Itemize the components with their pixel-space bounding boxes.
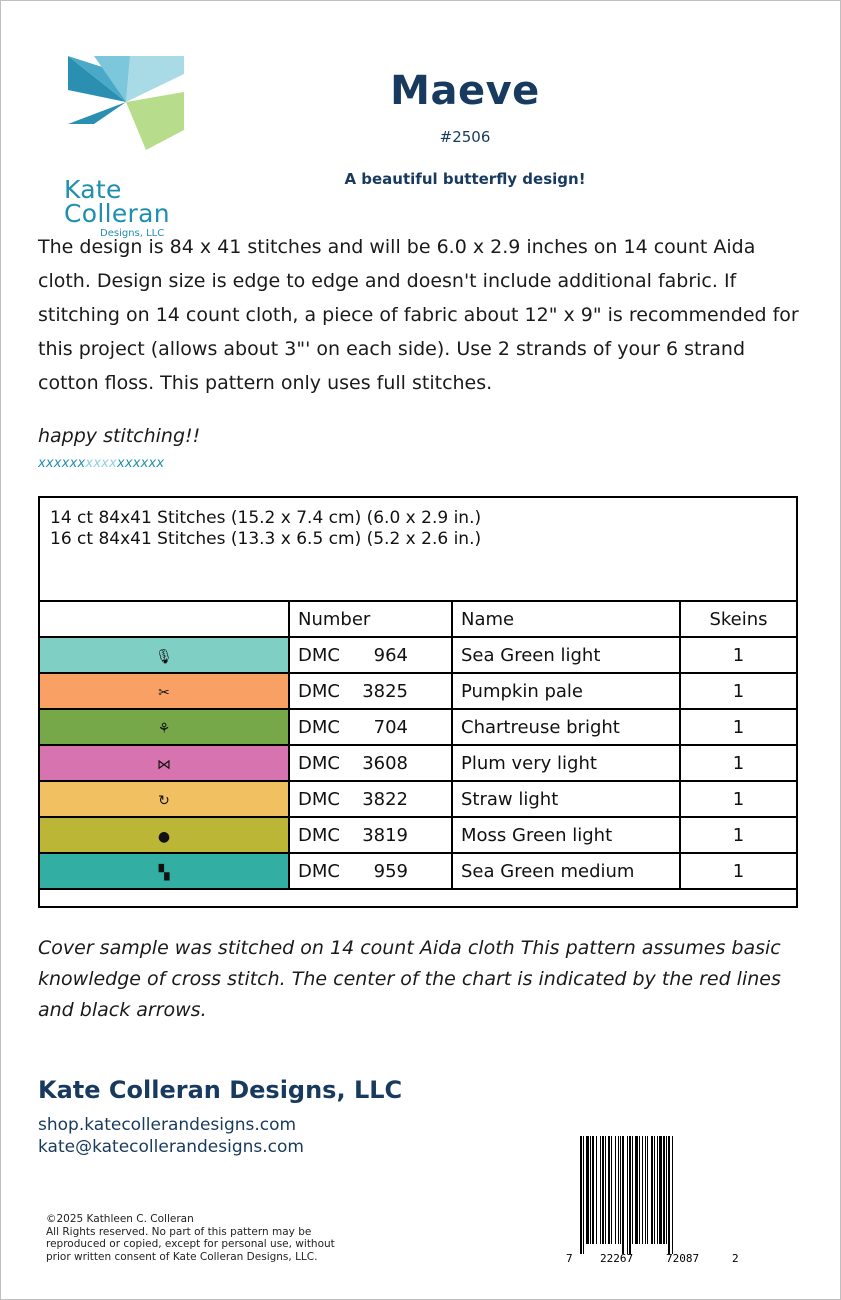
- color-swatch: [39, 673, 289, 709]
- floss-code: 959: [373, 860, 408, 882]
- stitch-symbol-icon: ⚘: [157, 720, 171, 737]
- floss-number: [289, 637, 452, 673]
- logo: [60, 52, 188, 239]
- floss-name: Pumpkin pale: [452, 673, 680, 709]
- floss-brand: DMC: [298, 788, 340, 810]
- cover-note: Cover sample was stitched on 14 count Aida cloth This pattern assumes basic knowledge of cross stitch. The center of the chart is indicated by the red lines and black arrows.: [38, 937, 781, 1021]
- size-16ct: 16 ct 84x41 Stitches (13.3 x 6.5 cm) (5.2 x 2.6 in.): [50, 529, 482, 549]
- header-number: Number: [289, 601, 452, 637]
- barcode-bar: [654, 1136, 655, 1244]
- floss-code: 3825: [362, 680, 408, 702]
- stitch-symbol-icon: ✂: [158, 684, 170, 701]
- floss-skeins: 1: [680, 709, 797, 745]
- stitch-symbol-icon: ⋈: [157, 756, 171, 773]
- header-swatch: [39, 601, 289, 637]
- floss-number: [289, 853, 452, 889]
- barcode-digit-right: 2: [732, 1252, 739, 1265]
- stitch-symbol-icon: ↻: [158, 792, 170, 809]
- barcode-bar: [657, 1136, 658, 1244]
- barcode-bar: [620, 1136, 621, 1244]
- logo-line-colleran: Colleran: [64, 199, 170, 228]
- pattern-tagline: A beautiful butterfly design!: [344, 170, 586, 188]
- pattern-number: #2506: [439, 128, 491, 146]
- barcode-bar: [596, 1136, 597, 1244]
- floss-number: [289, 673, 452, 709]
- copyright-line: All Rights reserved. No part of this pattern may be: [46, 1225, 312, 1238]
- barcode-bar: [622, 1136, 624, 1254]
- barcode-bar: [668, 1136, 670, 1254]
- barcode-bar: [642, 1136, 643, 1244]
- logo-line-designs: Designs, LLC: [100, 228, 165, 239]
- barcode-bar: [632, 1136, 633, 1244]
- stitch-divider-dark: xxxxxx: [38, 456, 86, 471]
- header-name: Name: [452, 601, 680, 637]
- barcode-bar: [583, 1136, 584, 1254]
- size-list: [50, 508, 481, 550]
- copyright-notice: [46, 1213, 335, 1263]
- company-name: Kate Colleran Designs, LLC: [38, 1076, 403, 1104]
- barcode-bar: [659, 1136, 662, 1244]
- floss-name: Sea Green medium: [452, 853, 680, 889]
- design-description: The design is 84 x 41 stitches and will be 6.0 x 2.9 inches on 14 count Aida cloth. Design size is edge to edge and doesn't include additional fabric. If stitching on 14 count cloth, a piece of fabric about 12" x 9" is recommended for this project (allows about 3"' on each side). Use 2 strands of your 6 strand cotton floss. This pattern only uses full stitches.: [38, 236, 799, 394]
- floss-skeins: 1: [680, 817, 797, 853]
- floss-brand: DMC: [298, 680, 340, 702]
- email-link[interactable]: kate@katecollerandesigns.com: [38, 1137, 304, 1157]
- barcode-bar: [605, 1136, 606, 1244]
- barcode-bar: [635, 1136, 638, 1244]
- barcode-bar: [672, 1136, 673, 1254]
- floss-skeins: 1: [680, 781, 797, 817]
- floss-number: [289, 781, 452, 817]
- color-swatch: [39, 853, 289, 889]
- stitch-divider-light: xxxx: [85, 456, 117, 471]
- floss-skeins: 1: [680, 853, 797, 889]
- floss-name: Moss Green light: [452, 817, 680, 853]
- barcode-bar: [608, 1136, 610, 1244]
- copyright-line: prior written consent of Kate Colleran Designs, LLC.: [46, 1250, 318, 1263]
- barcode-bar: [586, 1136, 589, 1244]
- size-14ct: 14 ct 84x41 Stitches (15.2 x 7.4 cm) (6.0 x 2.9 in.): [50, 508, 482, 528]
- floss-brand: DMC: [298, 716, 340, 738]
- contact-info: [38, 1114, 304, 1158]
- happy-stitching: happy stitching!!: [38, 425, 201, 447]
- floss-brand: DMC: [298, 644, 340, 666]
- floss-name: Sea Green light: [452, 637, 680, 673]
- floss-name: Plum very light: [452, 745, 680, 781]
- table-row: [39, 637, 797, 673]
- barcode-bar: [627, 1136, 628, 1254]
- table-row: [39, 709, 797, 745]
- copyright-line: reproduced or copied, except for personal use, without: [46, 1238, 335, 1250]
- floss-number: [289, 745, 452, 781]
- table-header-row: [39, 601, 797, 637]
- barcode-bar: [602, 1136, 604, 1244]
- barcode-bar: [611, 1136, 612, 1244]
- floss-number: [289, 817, 452, 853]
- barcode: [566, 1136, 744, 1266]
- floss-brand: DMC: [298, 752, 340, 774]
- floss-table: [38, 600, 798, 890]
- barcode-bar: [639, 1136, 640, 1244]
- table-row: [39, 781, 797, 817]
- color-swatch: [39, 817, 289, 853]
- barcode-bar: [592, 1136, 594, 1244]
- barcode-bar: [651, 1136, 653, 1244]
- shop-link[interactable]: shop.katecollerandesigns.com: [38, 1115, 297, 1135]
- table-row: [39, 817, 797, 853]
- copyright-line: ©2025 Kathleen C. Colleran: [46, 1213, 194, 1225]
- stitch-symbol-icon: ●: [157, 828, 171, 845]
- floss-skeins: 1: [680, 745, 797, 781]
- floss-brand: DMC: [298, 860, 340, 882]
- barcode-bar: [618, 1136, 619, 1244]
- table-row: [39, 745, 797, 781]
- floss-name: Straw light: [452, 781, 680, 817]
- barcode-bar: [647, 1136, 648, 1244]
- floss-code: 3608: [362, 752, 408, 774]
- table-row: [39, 853, 797, 889]
- floss-skeins: 1: [680, 673, 797, 709]
- logo-line-kate: Kate: [64, 175, 122, 204]
- pinwheel-logo-icon: [64, 52, 188, 152]
- floss-code: 964: [373, 644, 408, 666]
- color-swatch: [39, 637, 289, 673]
- barcode-bar: [663, 1136, 665, 1244]
- stitch-symbol-icon: 🎙: [155, 648, 173, 665]
- color-swatch: [39, 781, 289, 817]
- color-swatch: [39, 709, 289, 745]
- stitch-symbol-icon: ▚: [158, 864, 170, 881]
- barcode-group-left: 22267: [600, 1252, 634, 1265]
- floss-code: 704: [373, 716, 408, 738]
- stitch-divider-dark: xxxxxx: [116, 456, 165, 471]
- barcode-digit-left: 7: [566, 1252, 573, 1265]
- logo-wordmark: [64, 175, 188, 228]
- header-skeins: Skeins: [680, 601, 797, 637]
- floss-skeins: 1: [680, 637, 797, 673]
- barcode-bar: [666, 1136, 667, 1244]
- floss-name: Chartreuse bright: [452, 709, 680, 745]
- barcode-group-right: 72087: [666, 1252, 700, 1265]
- floss-code: 3819: [362, 824, 408, 846]
- barcode-bar: [580, 1136, 582, 1254]
- stitch-divider: [38, 456, 164, 471]
- color-swatch: [39, 745, 289, 781]
- barcode-bar: [629, 1136, 631, 1254]
- floss-chart-box: [38, 496, 798, 908]
- floss-number: [289, 709, 452, 745]
- barcode-bar: [600, 1136, 601, 1244]
- floss-code: 3822: [362, 788, 408, 810]
- table-row: [39, 673, 797, 709]
- pattern-title: Maeve: [390, 68, 540, 114]
- barcode-bar: [615, 1136, 616, 1244]
- floss-brand: DMC: [298, 824, 340, 846]
- barcode-bar: [590, 1136, 591, 1244]
- barcode-bar: [645, 1136, 646, 1244]
